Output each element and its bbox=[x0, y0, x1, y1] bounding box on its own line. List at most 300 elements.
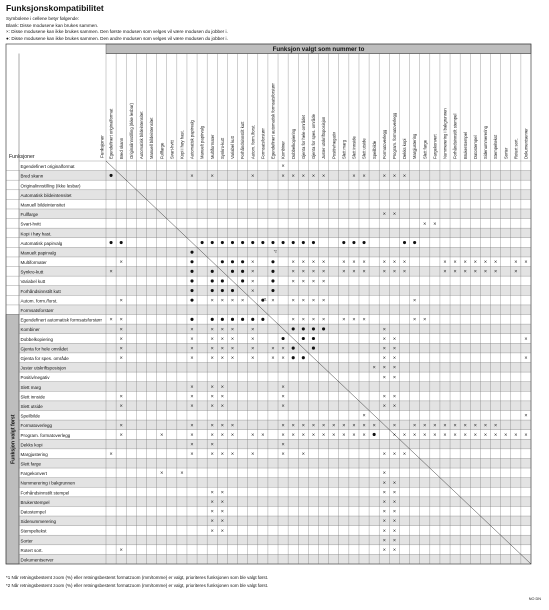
row-label: Brukerstempel bbox=[20, 499, 50, 505]
cell-cross: × bbox=[473, 432, 477, 439]
cell-cross: × bbox=[382, 480, 386, 487]
column-header: Autom. form./forst. bbox=[250, 124, 256, 159]
cell-cross: × bbox=[291, 317, 295, 324]
cell-cross: × bbox=[352, 269, 356, 276]
legend-blank: Blank: Disse modusene kan brukes sammen. bbox=[6, 22, 99, 28]
cell-cross: × bbox=[281, 451, 285, 458]
row-label: Margjustering bbox=[20, 451, 48, 457]
row-label: Nummerering i bakgrunnen bbox=[20, 480, 76, 486]
cell-cross: × bbox=[392, 499, 396, 506]
cell-cross: × bbox=[342, 269, 346, 276]
cell-cross: × bbox=[392, 403, 396, 410]
cell-cross: × bbox=[301, 173, 305, 180]
cell-cross: × bbox=[301, 278, 305, 285]
column-header: Manuelt papirvalg bbox=[199, 125, 205, 159]
cell-cross: × bbox=[362, 269, 366, 276]
cell-cross: × bbox=[443, 269, 447, 276]
cell-note: *1 bbox=[263, 297, 267, 302]
cell-dot bbox=[110, 174, 113, 177]
cell-cross: × bbox=[220, 336, 224, 343]
column-header: Juster utskriftsposisjon bbox=[321, 116, 327, 159]
row-label: Autom. form./forst. bbox=[20, 298, 58, 304]
cell-cross: × bbox=[271, 298, 275, 305]
cell-dot bbox=[110, 241, 113, 244]
cell-dot bbox=[292, 347, 295, 350]
cell-cross: × bbox=[160, 432, 164, 439]
cell-cross: × bbox=[382, 528, 386, 535]
cell-cross: × bbox=[392, 537, 396, 544]
cell-cross: × bbox=[392, 489, 396, 496]
row-label: Forhåndsinnstilt stempel bbox=[20, 490, 70, 496]
cell-cross: × bbox=[311, 259, 316, 266]
cell-cross: × bbox=[524, 336, 528, 343]
cell-cross: × bbox=[210, 298, 214, 305]
cell-cross: × bbox=[382, 269, 386, 276]
cell-cross: × bbox=[342, 259, 346, 266]
cell-cross: × bbox=[190, 326, 194, 333]
cell-cross: × bbox=[473, 259, 477, 266]
cell-cross: × bbox=[230, 451, 235, 458]
cell-cross: × bbox=[392, 518, 396, 525]
cell-cross: × bbox=[119, 393, 123, 400]
cell-cross: × bbox=[230, 326, 235, 333]
cell-cross: × bbox=[382, 509, 386, 516]
cell-cross: × bbox=[281, 422, 285, 429]
row-shade bbox=[19, 516, 531, 526]
row-label: Rotert sort. bbox=[20, 547, 43, 553]
cell-dot bbox=[211, 270, 214, 273]
cell-cross: × bbox=[382, 489, 386, 496]
cell-cross: × bbox=[362, 259, 366, 266]
cell-cross: × bbox=[372, 422, 376, 429]
cell-cross: × bbox=[494, 422, 498, 429]
row-shade bbox=[19, 497, 531, 507]
cell-cross: × bbox=[392, 547, 396, 554]
cell-cross: × bbox=[483, 432, 488, 439]
cell-cross: × bbox=[321, 298, 326, 305]
cell-cross: × bbox=[413, 432, 417, 439]
cell-cross: × bbox=[352, 317, 356, 324]
row-label: Formatoverlegg bbox=[20, 423, 53, 429]
cell-cross: × bbox=[160, 470, 164, 477]
cell-cross: × bbox=[119, 422, 123, 429]
cell-cross: × bbox=[392, 259, 396, 266]
cell-dot bbox=[271, 241, 274, 244]
row-shade bbox=[19, 554, 531, 564]
cell-cross: × bbox=[190, 441, 194, 448]
cell-cross: × bbox=[453, 432, 457, 439]
column-header: Sidenummerering bbox=[483, 125, 489, 159]
cell-cross: × bbox=[382, 403, 386, 410]
row-shade bbox=[19, 171, 531, 181]
cell-cross: × bbox=[220, 403, 224, 410]
cell-cross: × bbox=[220, 489, 224, 496]
cell-cross: × bbox=[362, 317, 366, 324]
row-shade bbox=[19, 363, 531, 373]
column-header: Formatoverlegg bbox=[381, 129, 387, 159]
column-header: Synkro-kutt bbox=[219, 137, 225, 159]
cell-cross: × bbox=[301, 317, 305, 324]
cell-cross: × bbox=[220, 384, 224, 391]
cell-cross: × bbox=[251, 173, 255, 180]
cell-cross: × bbox=[402, 451, 407, 458]
cell-dot bbox=[231, 260, 234, 263]
legend-heading: Symbolene i cellene betyr følgende: bbox=[6, 16, 80, 21]
cell-cross: × bbox=[443, 432, 447, 439]
row-label: Originalinnstilling (Ikke lesbar) bbox=[20, 183, 81, 189]
cell-cross: × bbox=[190, 384, 194, 391]
row-shade bbox=[19, 209, 531, 219]
column-header: Gjenta for hele området bbox=[300, 115, 306, 159]
column-header: Svart-hvitt bbox=[169, 140, 175, 159]
cell-dot bbox=[302, 337, 305, 340]
row-shade bbox=[19, 305, 531, 315]
cell-cross: × bbox=[524, 413, 528, 420]
cell-dot bbox=[190, 299, 193, 302]
cell-cross: × bbox=[392, 509, 396, 516]
column-header: Kopi i høy hast. bbox=[179, 130, 185, 159]
cell-cross: × bbox=[423, 317, 427, 324]
row-label: Kombiner bbox=[20, 327, 40, 333]
row-label: Egendefinert originalformat bbox=[20, 164, 75, 170]
column-header: Margjustering bbox=[412, 133, 418, 159]
cell-cross: × bbox=[230, 336, 235, 343]
cell-cross: × bbox=[251, 259, 255, 266]
column-header: Program. formatoverlegg bbox=[391, 112, 397, 159]
cell-dot bbox=[322, 327, 325, 330]
row-label: Stempeltekst bbox=[20, 528, 47, 534]
cell-cross: × bbox=[382, 173, 386, 180]
cell-dot bbox=[221, 289, 224, 292]
cell-cross: × bbox=[392, 393, 396, 400]
cell-cross: × bbox=[453, 269, 457, 276]
cell-cross: × bbox=[119, 403, 123, 410]
cell-dot bbox=[190, 279, 193, 282]
cell-cross: × bbox=[109, 269, 113, 276]
cell-cross: × bbox=[190, 346, 194, 353]
cell-cross: × bbox=[463, 259, 467, 266]
cell-cross: × bbox=[433, 432, 437, 439]
cell-dot bbox=[312, 241, 315, 244]
cell-cross: × bbox=[220, 326, 224, 333]
cell-dot bbox=[201, 241, 204, 244]
row-label: Datostempel bbox=[20, 509, 46, 515]
row-label: Speilbilde bbox=[20, 413, 41, 419]
cell-cross: × bbox=[443, 422, 447, 429]
cell-cross: × bbox=[291, 259, 295, 266]
row-label: Gjenta for spes. område bbox=[20, 356, 69, 361]
column-header: Slett innside bbox=[351, 136, 357, 159]
cell-cross: × bbox=[392, 346, 396, 353]
cell-cross: × bbox=[210, 355, 214, 362]
cell-cross: × bbox=[392, 211, 396, 218]
legend-dot: ●: Disse modusene kan ikke brukes sammen. Den andre modusen som velges vil være modusen du jobber i. bbox=[6, 35, 228, 41]
column-header: Slett utside bbox=[361, 138, 367, 159]
cell-cross: × bbox=[281, 163, 285, 170]
cell-dot bbox=[413, 241, 416, 244]
cell-cross: × bbox=[423, 432, 427, 439]
cell-cross: × bbox=[332, 422, 336, 429]
cell-cross: × bbox=[220, 346, 224, 353]
corner-col-label: Funksjoner bbox=[99, 135, 105, 158]
cell-cross: × bbox=[311, 173, 316, 180]
row-shade bbox=[19, 190, 531, 200]
cell-dot bbox=[261, 241, 264, 244]
col-group-header: Funksjon valgt som nummer to bbox=[272, 46, 365, 54]
cell-cross: × bbox=[524, 355, 528, 362]
column-header: Slett farge bbox=[422, 139, 428, 159]
cell-dot bbox=[403, 241, 406, 244]
cell-cross: × bbox=[321, 278, 326, 285]
row-shade bbox=[19, 401, 531, 411]
column-header: Kombiner bbox=[280, 141, 286, 159]
cell-cross: × bbox=[109, 451, 113, 458]
cell-cross: × bbox=[352, 173, 356, 180]
cell-cross: × bbox=[402, 173, 407, 180]
cell-cross: × bbox=[210, 346, 214, 353]
row-label: Synkro-kutt bbox=[20, 269, 44, 275]
cell-cross: × bbox=[382, 326, 386, 333]
cell-cross: × bbox=[119, 346, 123, 353]
cell-cross: × bbox=[281, 393, 285, 400]
cell-cross: × bbox=[190, 336, 194, 343]
cell-note: *2 bbox=[273, 249, 277, 254]
row-label: Kopi i høy hast. bbox=[20, 231, 52, 237]
cell-cross: × bbox=[190, 355, 194, 362]
cell-cross: × bbox=[220, 393, 224, 400]
cell-cross: × bbox=[210, 489, 214, 496]
cell-cross: × bbox=[251, 269, 255, 276]
cell-cross: × bbox=[210, 336, 214, 343]
cell-cross: × bbox=[392, 432, 396, 439]
row-label: Slett innside bbox=[20, 394, 46, 400]
cell-cross: × bbox=[332, 432, 336, 439]
cell-cross: × bbox=[494, 269, 498, 276]
row-label: Formsatsforstørr bbox=[20, 308, 54, 314]
row-label: Manuell bildeintensitet bbox=[20, 202, 66, 208]
cell-cross: × bbox=[321, 269, 326, 276]
cell-dot bbox=[211, 289, 214, 292]
cell-cross: × bbox=[230, 432, 235, 439]
cell-cross: × bbox=[473, 422, 477, 429]
cell-cross: × bbox=[281, 432, 285, 439]
row-label: Gjenta for hele området bbox=[20, 346, 68, 352]
cell-dot bbox=[231, 289, 234, 292]
cell-cross: × bbox=[382, 365, 386, 372]
cell-cross: × bbox=[251, 326, 255, 333]
cell-cross: × bbox=[342, 317, 346, 324]
cell-cross: × bbox=[433, 221, 437, 228]
row-label: Fullfarge bbox=[20, 212, 39, 218]
cell-cross: × bbox=[514, 432, 518, 439]
row-label: Manuelt papirvalg bbox=[20, 250, 57, 256]
cell-dot bbox=[373, 433, 376, 436]
cell-cross: × bbox=[210, 384, 214, 391]
cell-cross: × bbox=[119, 355, 123, 362]
cell-cross: × bbox=[230, 355, 235, 362]
cell-dot bbox=[271, 260, 274, 263]
row-label: Sidenummerering bbox=[20, 519, 57, 525]
cell-cross: × bbox=[281, 355, 285, 362]
column-header: Speilbilde bbox=[371, 140, 377, 159]
cell-cross: × bbox=[321, 317, 326, 324]
cell-dot bbox=[241, 241, 244, 244]
cell-cross: × bbox=[392, 269, 396, 276]
cell-cross: × bbox=[392, 336, 396, 343]
cell-cross: × bbox=[321, 432, 326, 439]
cell-dot bbox=[251, 241, 254, 244]
cell-cross: × bbox=[514, 269, 518, 276]
cell-dot bbox=[292, 241, 295, 244]
cell-cross: × bbox=[251, 278, 255, 285]
cell-cross: × bbox=[190, 432, 194, 439]
cell-cross: × bbox=[362, 432, 366, 439]
cell-cross: × bbox=[119, 547, 123, 554]
page-number: NO DN bbox=[528, 597, 541, 601]
cell-cross: × bbox=[210, 173, 214, 180]
cell-cross: × bbox=[251, 432, 255, 439]
cell-cross: × bbox=[494, 259, 498, 266]
cell-cross: × bbox=[311, 269, 316, 276]
cell-dot bbox=[231, 318, 234, 321]
cell-cross: × bbox=[352, 259, 356, 266]
cell-cross: × bbox=[382, 470, 386, 477]
cell-cross: × bbox=[311, 278, 316, 285]
cell-dot bbox=[271, 289, 274, 292]
cell-cross: × bbox=[382, 451, 386, 458]
cell-cross: × bbox=[281, 441, 285, 448]
cell-dot bbox=[292, 356, 295, 359]
legend-x: ×: Disse modusene kan ikke brukes sammen. Den første modusen som velges vil være modusen du jobber i. bbox=[6, 29, 228, 35]
row-label: Slett utside bbox=[20, 403, 43, 409]
cell-cross: × bbox=[220, 298, 224, 305]
column-header: Egendefinert automatisk formsatsforstørr bbox=[270, 83, 276, 159]
cell-cross: × bbox=[301, 422, 305, 429]
column-header: Brukerstempel bbox=[462, 132, 468, 159]
footnote-2: *2 Når retningsbestemt zoom (%) eller retningsbestemt formatzoom (mm/tomme) er valgt, prioriteres funksjonen som ble valgt først. bbox=[6, 583, 269, 588]
cell-cross: × bbox=[352, 432, 356, 439]
cell-dot bbox=[221, 260, 224, 263]
row-label: Sorter bbox=[20, 538, 33, 544]
cell-cross: × bbox=[190, 393, 194, 400]
cell-cross: × bbox=[382, 355, 386, 362]
column-header: Gjenta for spes. område bbox=[311, 114, 317, 159]
cell-cross: × bbox=[524, 259, 528, 266]
cell-cross: × bbox=[281, 173, 285, 180]
cell-cross: × bbox=[382, 547, 386, 554]
cell-dot bbox=[241, 270, 244, 273]
cell-dot bbox=[362, 241, 365, 244]
cell-cross: × bbox=[483, 259, 488, 266]
row-group-header: Funksjon valgt først bbox=[10, 414, 17, 465]
cell-cross: × bbox=[291, 298, 295, 305]
cell-cross: × bbox=[463, 422, 467, 429]
cell-cross: × bbox=[119, 432, 123, 439]
cell-cross: × bbox=[382, 393, 386, 400]
cell-cross: × bbox=[251, 451, 255, 458]
cell-dot bbox=[312, 337, 315, 340]
row-label: Dekks kopi bbox=[20, 442, 43, 448]
row-label: Positiv/negativ bbox=[20, 375, 50, 381]
cell-dot bbox=[302, 327, 305, 330]
footnote-1: *1 Når retningsbestemt zoom (%) eller retningsbestemt formatzoom (mm/tomme) er valgt, prioriteres funksjonen som ble valgt først. bbox=[6, 575, 269, 580]
cell-cross: × bbox=[251, 346, 255, 353]
column-header: Dekks kopi bbox=[402, 138, 408, 159]
footnotes bbox=[6, 574, 268, 590]
column-header: Bred skann bbox=[118, 137, 124, 159]
cell-cross: × bbox=[362, 173, 366, 180]
cell-dot bbox=[352, 241, 355, 244]
column-header: Datostempel bbox=[472, 135, 478, 159]
cell-cross: × bbox=[119, 317, 123, 324]
cell-cross: × bbox=[210, 528, 214, 535]
cell-dot bbox=[211, 241, 214, 244]
cell-cross: × bbox=[210, 422, 214, 429]
cell-cross: × bbox=[230, 346, 235, 353]
cell-dot bbox=[312, 347, 315, 350]
row-label: Program. formatoverlegg bbox=[20, 432, 71, 438]
cell-cross: × bbox=[392, 173, 396, 180]
cell-dot bbox=[231, 241, 234, 244]
cell-dot bbox=[211, 318, 214, 321]
cell-cross: × bbox=[230, 298, 235, 305]
cell-cross: × bbox=[241, 298, 245, 305]
cell-cross: × bbox=[463, 432, 467, 439]
cell-cross: × bbox=[382, 259, 386, 266]
cell-cross: × bbox=[423, 221, 427, 228]
cell-dot bbox=[231, 270, 234, 273]
cell-cross: × bbox=[392, 451, 396, 458]
row-shade bbox=[19, 535, 531, 545]
cell-dot bbox=[342, 241, 345, 244]
column-header: Fullfarge bbox=[159, 142, 165, 159]
cell-cross: × bbox=[119, 336, 123, 343]
cell-dot bbox=[302, 356, 305, 359]
cell-dot bbox=[190, 260, 193, 263]
cell-cross: × bbox=[382, 346, 386, 353]
cell-cross: × bbox=[119, 259, 123, 266]
cell-cross: × bbox=[494, 432, 498, 439]
cell-cross: × bbox=[291, 422, 295, 429]
column-header: Automatisk papirvalg bbox=[189, 120, 195, 159]
cell-cross: × bbox=[311, 432, 316, 439]
cell-cross: × bbox=[362, 422, 366, 429]
cell-cross: × bbox=[483, 422, 488, 429]
cell-cross: × bbox=[190, 173, 194, 180]
cell-cross: × bbox=[342, 422, 346, 429]
row-label: Svart-hvitt bbox=[20, 221, 41, 227]
cell-cross: × bbox=[382, 499, 386, 506]
cell-cross: × bbox=[443, 259, 447, 266]
column-header: Dobbelkopiering bbox=[290, 128, 296, 159]
cell-dot bbox=[221, 318, 224, 321]
cell-cross: × bbox=[210, 499, 214, 506]
row-shade bbox=[19, 382, 531, 392]
row-label: Variabel kutt bbox=[20, 279, 46, 285]
cell-cross: × bbox=[210, 441, 214, 448]
row-label: Slett farge bbox=[20, 461, 42, 467]
cell-dot bbox=[261, 318, 264, 321]
column-header: Egendefinert originalformat bbox=[108, 108, 114, 159]
cell-cross: × bbox=[392, 528, 396, 535]
column-header: Variabel kutt bbox=[230, 136, 236, 159]
cell-dot bbox=[282, 241, 285, 244]
cell-cross: × bbox=[190, 422, 194, 429]
cell-cross: × bbox=[291, 173, 295, 180]
cell-cross: × bbox=[382, 374, 386, 381]
cell-dot bbox=[282, 337, 285, 340]
cell-cross: × bbox=[321, 422, 326, 429]
